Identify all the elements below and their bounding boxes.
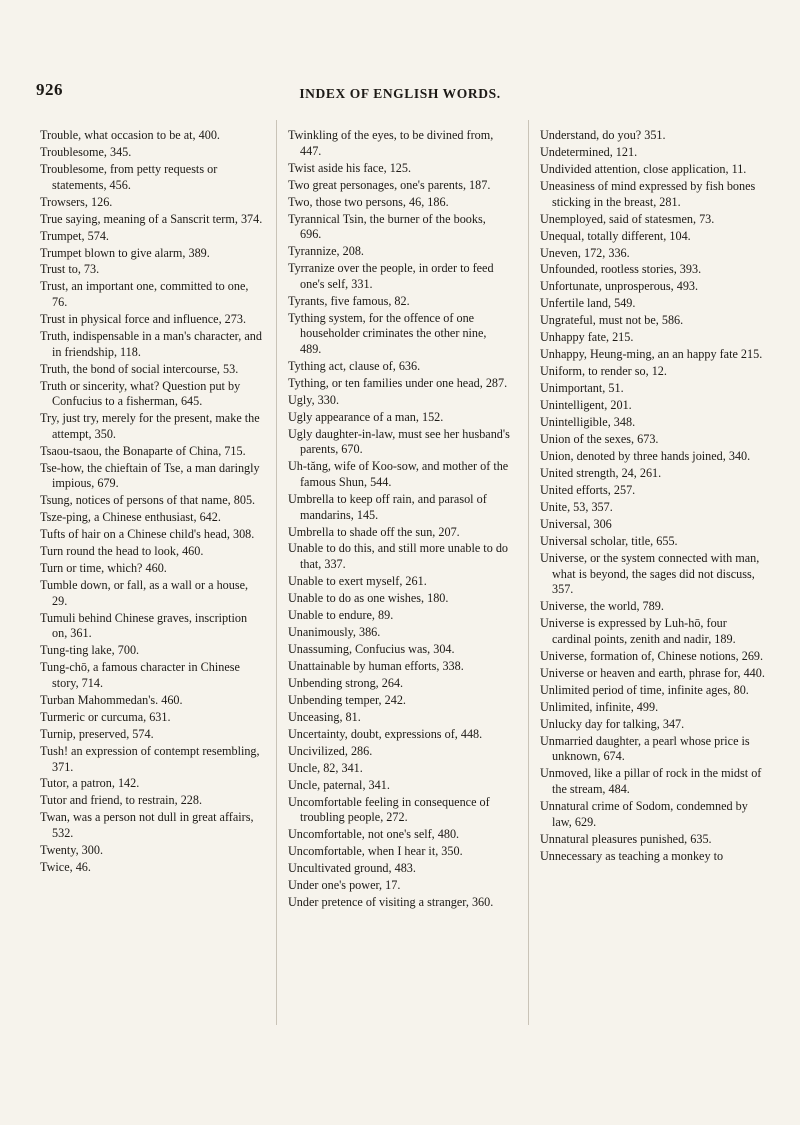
index-entry: Unmoved, like a pillar of rock in the midst of the stream, 484. [540, 766, 762, 797]
index-entry: Tsze-ping, a Chinese enthusiast, 642. [40, 510, 221, 525]
index-entry: Unimportant, 51. [540, 381, 624, 396]
index-entry: Unassuming, Confucius was, 304. [288, 642, 455, 656]
index-entry: Universe, or the system connected with man, what is beyond, the sages did not discuss, 357. [540, 551, 760, 597]
index-entry: Ugly daughter-in-law, must see her husband's parents, 670. [288, 426, 510, 457]
index-entry: Undivided attention, close application, 11. [540, 161, 747, 176]
index-entry: Ungrateful, must not be, 586. [540, 313, 684, 328]
index-entry: Understand, do you? 351. [540, 128, 666, 142]
index-entry: Trust, an important one, committed to one, 76. [40, 279, 249, 310]
index-entry: Unlimited period of time, infinite ages, 80. [540, 682, 749, 697]
index-entry: Tyrannical Tsin, the burner of the books, 696. [288, 211, 486, 242]
index-entry: Twice, 46. [40, 860, 91, 875]
index-entry: Truth, the bond of social intercourse, 53. [40, 361, 239, 376]
index-entry: Uh-tăng, wife of Koo-sow, and mother of the famous Shun, 544. [288, 459, 509, 489]
index-entry: Unfounded, rootless stories, 393. [540, 262, 702, 277]
index-entry: Under pretence of visiting a stranger, 360. [288, 895, 494, 910]
index-entry: Uncle, 82, 341. [288, 760, 363, 775]
index-entry: Tsung, notices of persons of that name, 805. [40, 493, 256, 508]
index-entry: Twan, was a person not dull in great affairs, 532. [40, 810, 254, 841]
index-entry: Unhappy fate, 215. [540, 330, 634, 345]
index-entry: Union, denoted by three hands joined, 340. [540, 449, 751, 464]
index-entry: Universe or heaven and earth, phrase for, 440. [540, 665, 765, 680]
index-entry: Unfertile land, 549. [540, 296, 636, 311]
index-entry: Unable to do as one wishes, 180. [288, 591, 449, 606]
index-entry: Universe, formation of, Chinese notions, 269. [540, 648, 764, 663]
index-entry: Twinkling of the eyes, to be divined from, 447. [288, 128, 494, 158]
index-entry: Tush! an expression of contempt resembling, 371. [40, 743, 260, 774]
index-entry: United efforts, 257. [540, 483, 636, 498]
index-column-1 [40, 128, 265, 877]
index-entry: Unhappy, Heung-ming, an an happy fate 215. [540, 347, 763, 362]
index-entry: Unnatural crime of Sodom, condemned by law, 629. [540, 799, 748, 829]
index-entry: Universe, the world, 789. [540, 599, 664, 614]
index-entry: Trust to, 73. [40, 262, 100, 277]
index-entry: Unbending temper, 242. [288, 692, 406, 707]
index-entry: Try, just try, merely for the present, make the attempt, 350. [40, 411, 260, 441]
index-entry: Unemployed, said of statesmen, 73. [540, 211, 715, 226]
index-column-3 [540, 128, 768, 866]
index-entry: Two, those two persons, 46, 186. [288, 194, 449, 209]
index-entry: Turn or time, which? 460. [40, 561, 167, 576]
index-entry: Uncertainty, doubt, expressions of, 448. [288, 726, 483, 741]
index-entry: Tything system, for the offence of one householder criminates the other nine, 489. [288, 310, 487, 356]
index-entry: Unfortunate, unprosperous, 493. [540, 279, 699, 294]
index-entry: Truth, indispensable in a man's character, and in friendship, 118. [40, 329, 262, 359]
index-entry: Universal, 306 [540, 517, 612, 532]
index-entry: Tsaou-tsaou, the Bonaparte of China, 715. [40, 443, 246, 458]
index-entry: Trust in physical force and influence, 273. [40, 312, 247, 327]
index-entry: Unite, 53, 357. [540, 500, 613, 515]
index-column-2 [288, 128, 510, 912]
index-entry: Unable to do this, and still more unable to do that, 337. [288, 541, 509, 572]
index-entry: Unnecessary as teaching a monkey to [540, 848, 724, 863]
index-entry: Tumuli behind Chinese graves, inscription on, 361. [40, 610, 248, 641]
index-entry: Twenty, 300. [40, 843, 104, 858]
index-entry: Umbrella to keep off rain, and parasol of mandarins, 145. [288, 491, 487, 522]
index-entry: Unanimously, 386. [288, 625, 381, 640]
index-entry: Tyrannize, 208. [288, 244, 364, 259]
index-entry: Uncomfortable, when I hear it, 350. [288, 844, 463, 859]
index-entry: Universal scholar, title, 655. [540, 534, 678, 549]
index-entry: Tutor, a patron, 142. [40, 776, 140, 791]
index-entry: Tyrants, five famous, 82. [288, 293, 410, 308]
index-entry: Turban Mahommedan's. 460. [40, 692, 183, 707]
index-entry: Turnip, preserved, 574. [40, 726, 154, 741]
index-entry: Unable to endure, 89. [288, 608, 394, 623]
index-entry: Tse-how, the chieftain of Tse, a man daringly impious, 679. [40, 460, 260, 491]
index-entry: Turn round the head to look, 460. [40, 544, 204, 559]
index-entry: Tything, or ten families under one head, 287. [288, 375, 508, 390]
index-entry: Tufts of hair on a Chinese child's head, 308. [40, 527, 255, 542]
index-entry: Unlimited, infinite, 499. [540, 699, 659, 714]
index-entry: United strength, 24, 261. [540, 466, 662, 481]
column-rule [276, 120, 277, 1025]
index-entry: Uncivilized, 286. [288, 743, 373, 758]
index-entry: Trouble, what occasion to be at, 400. [40, 128, 220, 142]
index-entry: Trowsers, 126. [40, 194, 113, 209]
index-entry: Under one's power, 17. [288, 878, 401, 893]
index-entry: Unbending strong, 264. [288, 675, 404, 690]
index-entry: Troublesome, 345. [40, 144, 132, 159]
index-entry: Truth or sincerity, what? Question put by Confucius to a fisherman, 645. [40, 378, 241, 409]
index-entry: Troublesome, from petty requests or statements, 456. [40, 161, 218, 192]
index-entry: Uncomfortable, not one's self, 480. [288, 827, 460, 842]
page-number: 926 [36, 80, 63, 99]
index-entry: Unmarried daughter, a pearl whose price is unknown, 674. [540, 733, 750, 764]
column-rule [528, 120, 529, 1025]
index-entry: Unceasing, 81. [288, 709, 361, 724]
index-entry: Tything act, clause of, 636. [288, 358, 421, 373]
running-head: INDEX OF ENGLISH WORDS. [299, 86, 501, 101]
index-entry: Uniform, to render so, 12. [540, 364, 667, 379]
index-entry: Twist aside his face, 125. [288, 160, 412, 175]
index-entry: Trumpet, 574. [40, 228, 109, 243]
index-entry: Union of the sexes, 673. [540, 432, 659, 447]
index-entry: Unattainable by human efforts, 338. [288, 658, 464, 673]
index-entry: Undetermined, 121. [540, 144, 638, 159]
index-entry: Tyrranize over the people, in order to feed one's self, 331. [288, 261, 494, 291]
index-entry: Ugly appearance of a man, 152. [288, 409, 444, 424]
index-entry: Uneasiness of mind expressed by fish bones sticking in the breast, 281. [540, 178, 756, 209]
index-entry: Unequal, totally different, 104. [540, 228, 691, 243]
index-entry: Tutor and friend, to restrain, 228. [40, 793, 203, 808]
index-entry: Uncultivated ground, 483. [288, 861, 416, 876]
index-entry: Uneven, 172, 336. [540, 245, 630, 260]
index-entry: Unintelligent, 201. [540, 398, 632, 413]
index-entry: Unnatural pleasures punished, 635. [540, 831, 712, 846]
index-entry: Ugly, 330. [288, 392, 340, 407]
index-entry: Umbrella to shade off the sun, 207. [288, 524, 460, 539]
index-entry: Tung-ting lake, 700. [40, 643, 140, 658]
index-entry: Tung-chō, a famous character in Chinese story, 714. [40, 660, 240, 690]
index-entry: Universe is expressed by Luh-hō, four cardinal points, zenith and nadir, 189. [540, 616, 736, 646]
index-entry: Unlucky day for talking, 347. [540, 716, 685, 731]
index-entry: Uncomfortable feeling in consequence of troubling people, 272. [288, 794, 490, 825]
index-entry: Turmeric or curcuma, 631. [40, 709, 171, 724]
index-entry: Tumble down, or fall, as a wall or a house, 29. [40, 578, 249, 608]
index-entry: Unable to exert myself, 261. [288, 574, 427, 589]
index-entry: Two great personages, one's parents, 187. [288, 177, 491, 192]
index-entry: Unintelligible, 348. [540, 415, 636, 430]
index-entry: Uncle, paternal, 341. [288, 777, 390, 792]
index-entry: True saying, meaning of a Sanscrit term, 374. [40, 211, 263, 226]
index-entry: Trumpet blown to give alarm, 389. [40, 245, 210, 260]
